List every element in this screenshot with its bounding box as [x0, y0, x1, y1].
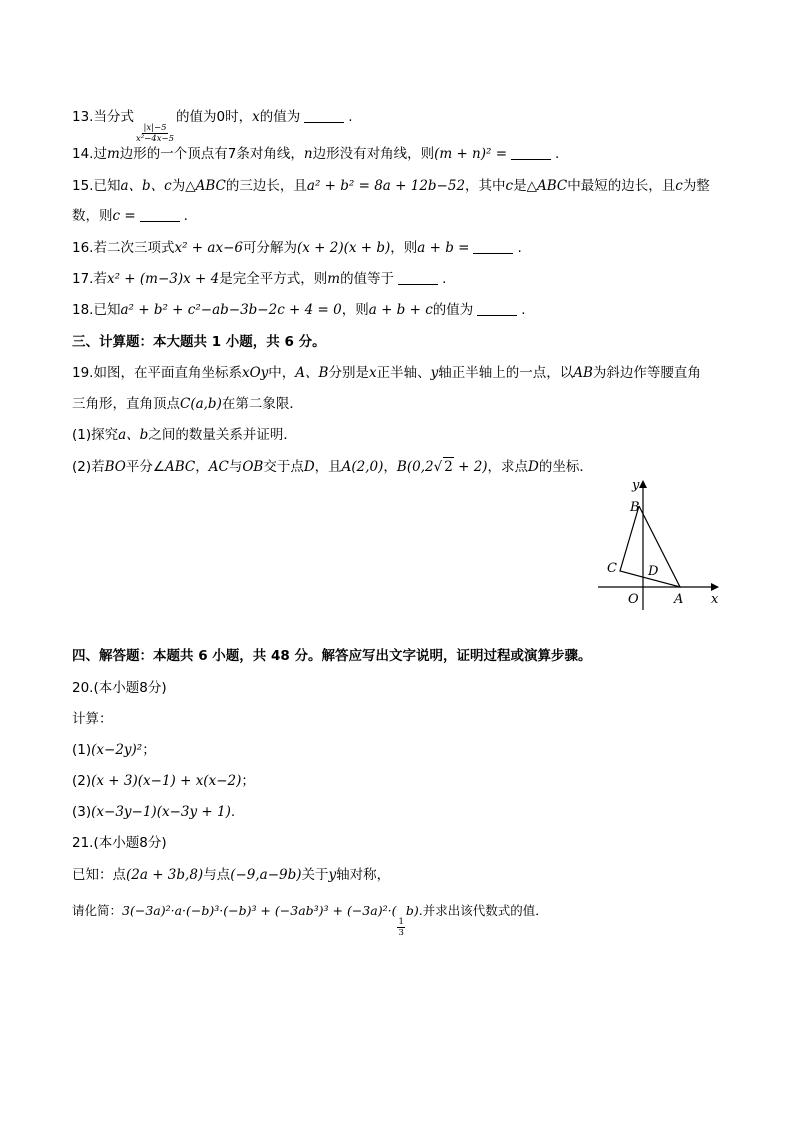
question-19-part-1: (1)探究a、b之间的数量关系并证明． [72, 427, 297, 443]
question-number: 13. [72, 109, 94, 125]
question-20-part-2: (2)(x + 3)(x−1) + x(x−2)； [72, 773, 255, 789]
label-a: A [674, 592, 684, 607]
question-21-heading: 21.(本小题8分) [72, 835, 167, 851]
question-20-part-3: (3)(x−3y−1)(x−3y + 1). [72, 804, 236, 820]
question-20-heading: 20.(本小题8分) [72, 680, 167, 696]
question-21-line-2: 请化简：3(−3a)²·a·(−b)³·(−b)³ + (−3ab³)³ + (−3a)²·( $\frac{1}{3}$ b).并求出该代数式的值． [72, 903, 548, 938]
question-16: 16.若二次三项式x² + ax−6可分解为(x + 2)(x + b)，则a + b = . [72, 240, 522, 256]
label-x: x [711, 592, 719, 607]
question-17: 17.若x² + (m−3)x + 4是完全平方式，则m的值等于 . [72, 271, 447, 287]
section-3-heading: 三、计算题：本大题共 1 小题，共 6 分。 [72, 334, 326, 350]
label-y: y [632, 478, 640, 493]
label-b: B [630, 500, 640, 515]
label-d: D [648, 564, 659, 579]
question-14: 14.过m边形的一个顶点有7条对角线，n边形没有对角线，则(m + n)² = . [72, 146, 560, 162]
question-21-line-1: 已知：点(2a + 3b,8)与点(−9,a−9b)关于y轴对称， [72, 867, 391, 883]
question-20-part-1: (1)(x−2y)²； [72, 742, 156, 758]
section-4-heading: 四、解答题：本题共 6 小题，共 48 分。解答应写出文字说明，证明过程或演算步骤。 [72, 648, 592, 664]
y-axis-arrow-icon [639, 480, 647, 488]
sqrt-sign: √ [433, 459, 443, 475]
question-19-line-2: 三角形，直角顶点C(a,b)在第二象限． [72, 396, 303, 412]
question-13: 13.当分式 $\frac{|x|-5}{\text{x²−4x−5}}$ 的值为0时，x的值为 . [72, 109, 353, 144]
fraction: $\frac{1}{3}$ [398, 917, 404, 938]
answer-blank[interactable] [473, 241, 513, 254]
question-18: 18.已知a² + b² + c²−ab−3b−2c + 4 = 0，则a + b + c的值为 . [72, 302, 526, 318]
question-15-line-1: 15.已知a、b、c为△ABC的三边长，且a² + b² = 8a + 12b−52，其中c是△ABC中最短的边长，且c为整 [72, 178, 710, 194]
label-o: O [628, 592, 639, 607]
x-axis-arrow-icon [711, 583, 719, 591]
label-c: C [607, 561, 617, 576]
answer-blank[interactable] [398, 272, 438, 285]
coordinate-figure [596, 476, 724, 612]
question-19-line-1: 19.如图，在平面直角坐标系xOy中，A、B分别是x正半轴、y轴正半轴上的一点，以AB为斜边作等腰直角 [72, 365, 701, 381]
question-19-part-2: (2)若BO平分∠ABC，AC与OB交于点D，且A(2,0)，B(0,2√ 2 + 2)，求点D的坐标． [72, 459, 593, 475]
question-15-line-2: 数，则c = . [72, 208, 188, 224]
answer-blank[interactable] [477, 303, 517, 316]
question-20-intro: 计算： [72, 711, 113, 727]
answer-blank[interactable] [304, 110, 344, 123]
fraction: $\frac{|x|-5}{\text{x²−4x−5}}$ [135, 123, 175, 144]
answer-blank[interactable] [511, 147, 551, 160]
answer-blank[interactable] [140, 209, 180, 222]
